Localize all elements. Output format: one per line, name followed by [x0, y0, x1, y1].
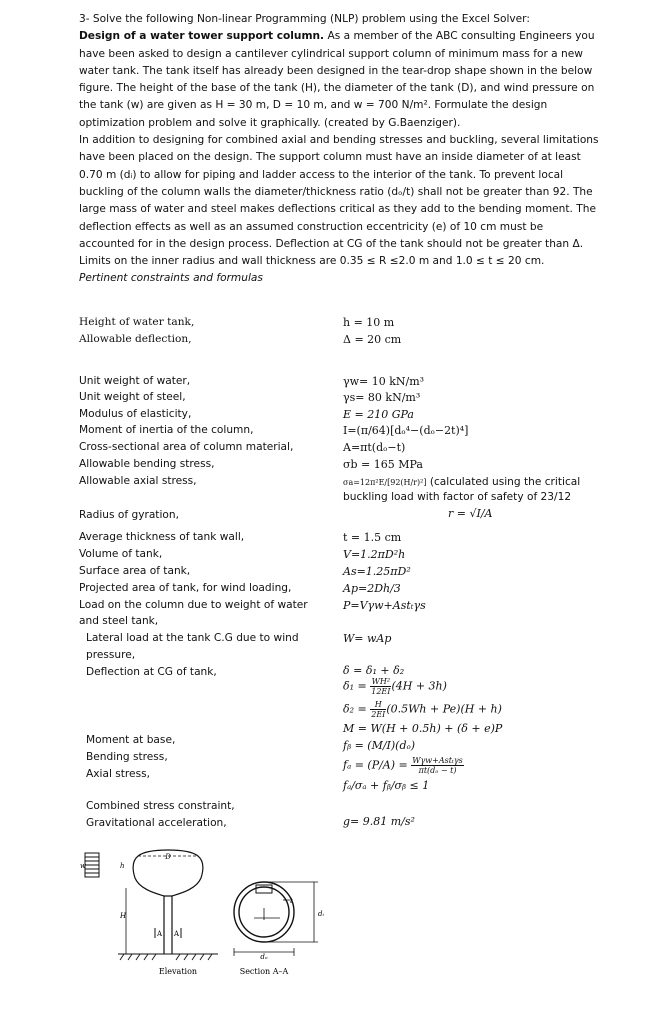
- bending-allowable-label: Allowable bending stress,: [79, 458, 215, 470]
- elevation-caption: Elevation: [158, 967, 198, 976]
- deflection-cg-value: δ = δ₁ + δ₂: [343, 664, 405, 677]
- axial-stress-label: Axial stress,: [86, 768, 150, 780]
- thickness-value: t = 1.5 cm: [343, 531, 402, 544]
- volume-label: Volume of tank,: [79, 548, 163, 560]
- deflection-cg-label: Deflection at CG of tank,: [86, 666, 217, 678]
- load-value: P=Vγw+Astₜγs: [343, 599, 426, 612]
- section-a-right: A: [174, 930, 180, 938]
- modulus-label: Modulus of elasticity,: [79, 408, 192, 420]
- problem-statement: [79, 11, 599, 288]
- thickness-label-fig: t: [290, 897, 293, 905]
- steel-weight-label: Unit weight of steel,: [79, 391, 186, 403]
- problem-body: [79, 28, 599, 132]
- gyration-label: Radius of gyration,: [79, 509, 179, 521]
- axial-allowable-note: buckling load with factor of safety of 23/12: [343, 491, 572, 503]
- delta2-formula: δ₂ = $\frac{H}{2EI}$ (0.5Wh + Pe)(H + h): [343, 700, 502, 719]
- water-weight-value: γw= 10 kN/m³: [343, 375, 425, 388]
- bending-stress-label: Bending stress,: [86, 751, 168, 763]
- volume-value: V=1.2πD²h: [343, 548, 406, 561]
- modulus-value: E = 210 GPa: [343, 408, 414, 421]
- diameter-label: D: [165, 853, 171, 861]
- height-value: h = 10 m: [343, 316, 395, 329]
- surface-label: Surface area of tank,: [79, 565, 191, 577]
- area-value: A=πt(dₒ−t): [343, 441, 406, 454]
- load-label-2: and steel tank,: [79, 615, 159, 627]
- column-cross-section: [234, 882, 318, 956]
- steel-weight-value: γs= 80 kN/m³: [343, 391, 421, 404]
- section-caption: Section A–A: [239, 967, 289, 976]
- axial-allowable-formula: σa=12π²E/[92(H/r)²] (calculated using the critical: [343, 476, 581, 488]
- surface-value: As=1.25πD²: [343, 565, 411, 578]
- lateral-label-2: pressure,: [86, 649, 136, 661]
- bending-stress-value: fᵦ = (M/I)(dₒ): [343, 739, 416, 752]
- height-label: Height of water tank,: [79, 316, 195, 328]
- area-label: Cross-sectional area of column material,: [79, 441, 294, 453]
- problem-body-2: In addition to designing for combined axial and bending stresses and buckling, several limitations have been placed on the design. The support column must have an inside diameter of at least 0.70 m (dᵢ) to allow for piping and ladder access to the interior of the tank. To prevent local buckling of the column walls the diameter/thickness ratio (dₒ/t) shall not be greater than 92. The large mass of water and steel makes deflections critical as they add to the bending moment. The deflection effects as well as an assumed construction eccentricity (e) of 10 cm must be accounted for in the design process. Deflection at CG of the tank should not be greater than Δ.: [79, 134, 599, 250]
- delta1-formula: δ₁ = $\frac{\text{WH²}}{12EI}$ (4H + 3h): [343, 677, 447, 696]
- inertia-label: Moment of inertia of the column,: [79, 424, 254, 436]
- wind-load-arrows: [85, 853, 99, 877]
- tank-height-label: h: [120, 862, 125, 870]
- water-weight-label: Unit weight of water,: [79, 375, 191, 387]
- bending-allowable-value: σb = 165 MPa: [343, 458, 423, 471]
- lateral-label: Lateral load at the tank C.G due to wind: [86, 632, 299, 644]
- gravity-value: g= 9.81 m/s²: [343, 815, 415, 828]
- lateral-value: W= wAp: [343, 632, 392, 645]
- deflection-value: Δ = 20 cm: [343, 333, 402, 346]
- constraints-subheading: Pertinent constraints and formulas: [79, 272, 263, 285]
- inner-diameter-label: dᵢ: [318, 910, 324, 918]
- load-label: Load on the column due to weight of water: [79, 599, 308, 611]
- deflection-label: Allowable deflection,: [79, 333, 192, 345]
- gravity-label: Gravitational acceleration,: [86, 817, 227, 829]
- support-column: [126, 888, 172, 954]
- water-tower-figure: [78, 848, 338, 983]
- problem-heading: 3- Solve the following Non-linear Programming (NLP) problem using the Excel Solver:: [79, 13, 530, 25]
- problem-body-1: As a member of the ABC consulting Engineers you have been asked to design a cantilever cylindrical support column of minimum mass for a new water tank. The tank itself has already been designed in the tear-drop shape shown in the below figure. The height of the base of the tank (H), the diameter of the tank (D), and wind pressure on the tank (w) are given as H = 30 m, D = 10 m, and w = 700 N/m². Formulate the design optimization problem and solve it graphically. (created by G.Baenziger).: [79, 30, 595, 129]
- wind-label: w: [80, 862, 86, 870]
- moment-value: M = W(H + 0.5h) + (δ + e)P: [343, 722, 503, 735]
- projected-value: Ap=2Dh/3: [343, 582, 401, 595]
- combined-stress-label: Combined stress constraint,: [86, 800, 235, 812]
- section-a-left: A: [157, 930, 163, 938]
- axial-stress-formula: fₐ = (P/A) = $\frac{\text{Wγw+Astₜγs}}{\text{πt(dₒ − t)}}$: [343, 756, 463, 775]
- ground-hatching: [118, 954, 218, 960]
- inertia-value: I=(π/64)[dₒ⁴−(dₒ−2t)⁴]: [343, 424, 469, 437]
- outer-diameter-label: dₒ: [260, 953, 268, 961]
- gyration-value: r = √I/A: [448, 507, 493, 520]
- thickness-label: Average thickness of tank wall,: [79, 531, 245, 543]
- combined-stress-value: fₐ/σₐ + fᵦ/σᵦ ≤ 1: [343, 779, 430, 792]
- problem-limits: Limits on the inner radius and wall thickness are 0.35 ≤ R ≤2.0 m and 1.0 ≤ t ≤ 20 cm.: [79, 255, 545, 268]
- axial-allowable-label: Allowable axial stress,: [79, 475, 197, 487]
- column-height-label: H: [120, 912, 127, 920]
- problem-title: Design of a water tower support column.: [79, 30, 325, 43]
- moment-label: Moment at base,: [86, 734, 176, 746]
- projected-label: Projected area of tank, for wind loading,: [79, 582, 292, 594]
